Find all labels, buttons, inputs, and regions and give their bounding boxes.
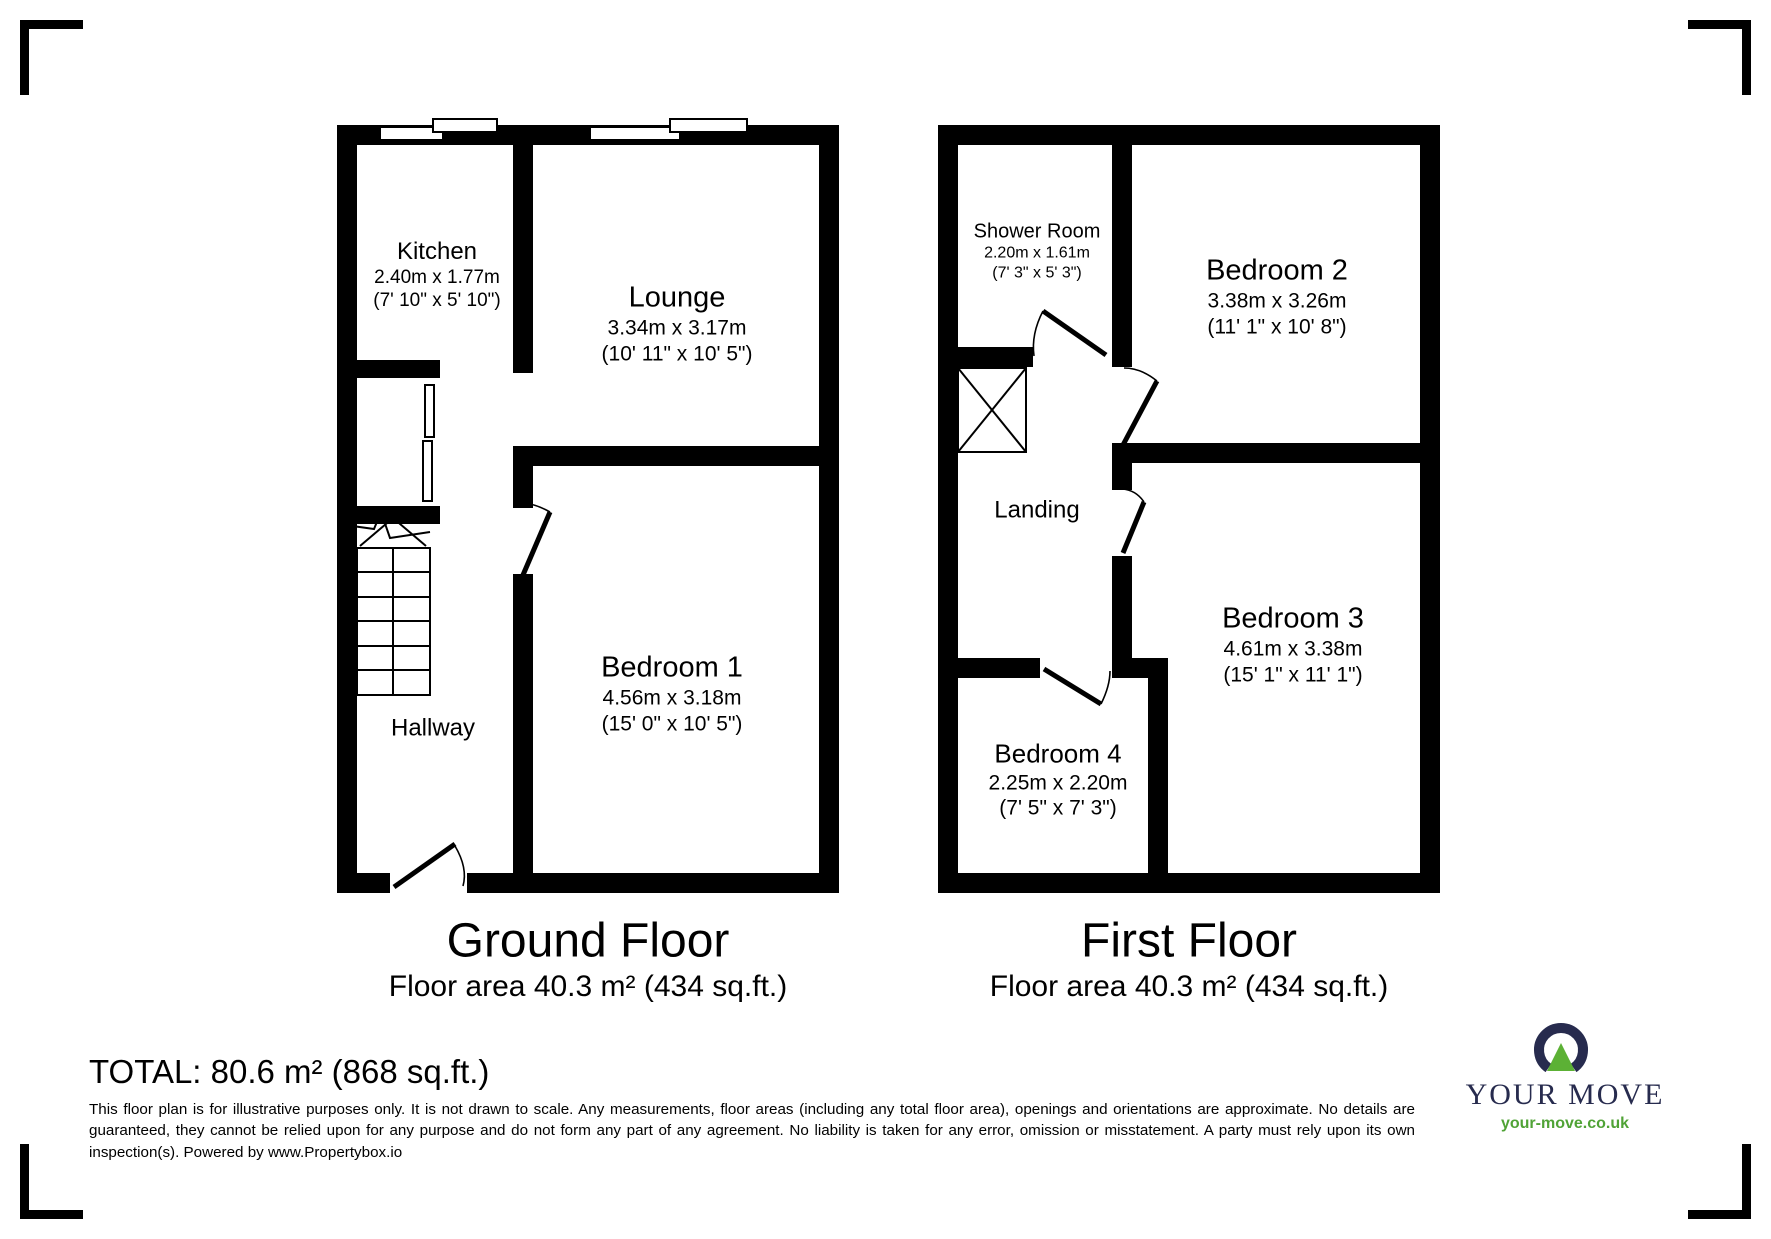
room-imperial-dimensions: (10' 11" x 10' 5") (601, 342, 753, 366)
ground-floor-plan (337, 119, 839, 895)
first-floor-area: Floor area 40.3 m² (434 sq.ft.) (989, 970, 1389, 1003)
room-label-bedroom2 (1206, 254, 1348, 341)
room-name: Kitchen (396, 238, 478, 266)
room-name: Bedroom 4 (994, 738, 1122, 769)
room-name: Hallway (390, 714, 476, 742)
ground-floor-title: Ground Floor (446, 914, 730, 968)
room-name: Bedroom 1 (601, 651, 743, 684)
disclaimer-text: This floor plan is for illustrative purposes only. It is not drawn to scale. Any measurements, floor areas (including any total floor area), openings and orientations are approximate. No details are guaranteed, they cannot be relied upon for any purpose and do not form any part of any agreement. No liability is taken for any error, omission or misstatement. A party must rely upon its own inspection(s). Powered by www.Propertybox.io (89, 1101, 1415, 1161)
your-move-website: your-move.co.uk (1500, 1115, 1630, 1132)
stairwell-symbol (958, 368, 1026, 452)
room-label-bedroom1 (601, 651, 743, 738)
room-label-shower-room (974, 219, 1101, 282)
bedroom2-door (1123, 368, 1157, 445)
room-metric-dimensions: 2.25m x 2.20m (988, 771, 1128, 795)
room-imperial-dimensions: (15' 1" x 11' 1") (1223, 663, 1363, 687)
cupboard-door-symbol (423, 385, 434, 501)
bedroom4-door (1044, 669, 1110, 704)
room-imperial-dimensions: (7' 5" x 7' 3") (999, 796, 1117, 820)
bedroom1-door (523, 503, 550, 575)
room-label-landing (994, 495, 1079, 524)
room-label-bedroom4 (989, 739, 1128, 822)
your-move-logo-icon (1539, 1028, 1583, 1071)
room-name: Landing (994, 496, 1080, 524)
ground-floor-area: Floor area 40.3 m² (434 sq.ft.) (388, 970, 788, 1003)
room-label-bedroom3 (1222, 602, 1364, 689)
room-name: Bedroom 3 (1222, 602, 1364, 635)
room-metric-dimensions: 2.20m x 1.61m (984, 244, 1090, 262)
room-imperial-dimensions: (15' 0" x 10' 5") (601, 712, 743, 736)
room-metric-dimensions: 2.40m x 1.77m (374, 267, 500, 289)
room-metric-dimensions: 3.34m x 3.17m (607, 317, 747, 341)
bedroom3-door (1122, 489, 1144, 553)
entrance-door (390, 844, 467, 895)
total-area-line: TOTAL: 80.6 m² (868 sq.ft.) (89, 1053, 490, 1090)
room-metric-dimensions: 3.38m x 3.26m (1207, 290, 1347, 314)
room-metric-dimensions: 4.56m x 3.18m (602, 687, 742, 711)
your-move-wordmark: YOUR MOVE (1465, 1078, 1665, 1111)
room-label-hallway (391, 713, 475, 742)
room-name: Bedroom 2 (1206, 254, 1348, 287)
room-imperial-dimensions: (7' 10" x 5' 10") (373, 290, 501, 312)
room-imperial-dimensions: (11' 1" x 10' 8") (1207, 315, 1347, 339)
room-name: Shower Room (973, 220, 1101, 243)
room-label-lounge (602, 281, 753, 368)
first-floor-title: First Floor (1081, 914, 1297, 968)
room-label-kitchen (373, 237, 500, 313)
room-imperial-dimensions: (7' 3" x 5' 3") (992, 264, 1082, 282)
room-metric-dimensions: 4.61m x 3.38m (1223, 638, 1363, 662)
shower-room-door (1033, 311, 1106, 356)
room-name: Lounge (628, 281, 726, 314)
